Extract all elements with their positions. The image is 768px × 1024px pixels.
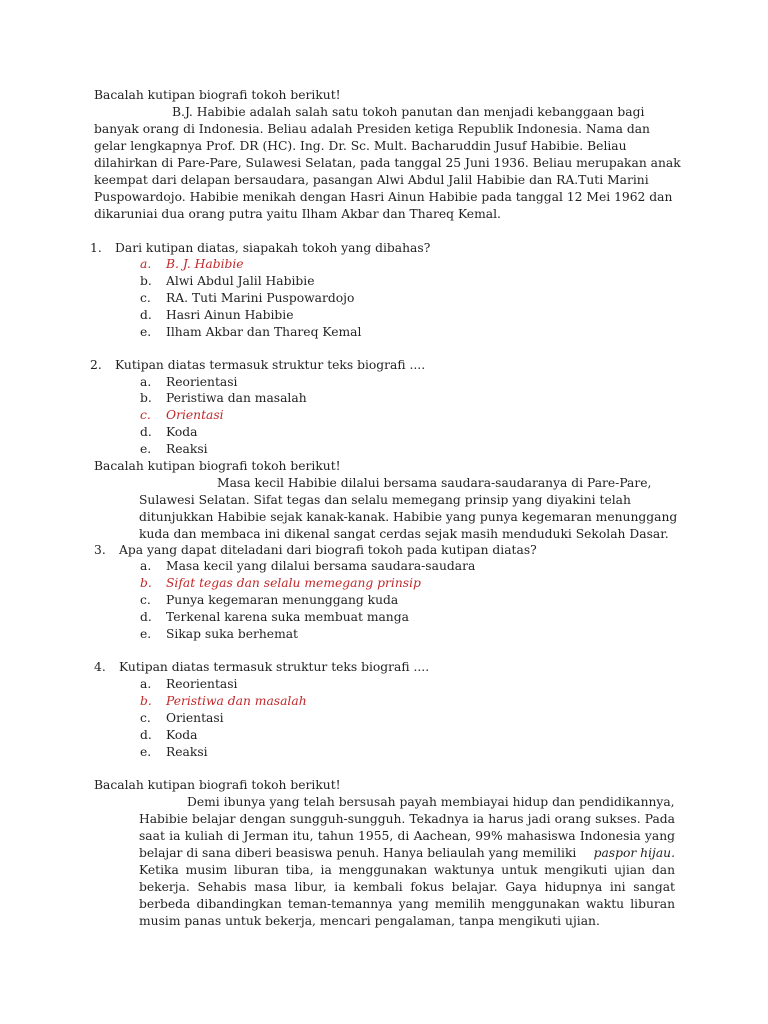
option-text: Sikap suka berhemat (166, 627, 298, 641)
option-text: RA. Tuti Marini Puspowardojo (166, 291, 355, 305)
option-answer: Peristiwa dan masalah (166, 694, 307, 708)
intro2-line: kuda dan membaca ini dikenal sangat cerdas sejak masih menduduki Sekolah Dasar. (139, 527, 669, 541)
option-letter: b. (140, 576, 152, 590)
option-letter: d. (140, 728, 152, 742)
question-number: 1. (90, 241, 102, 255)
intro3-line-with-term (139, 845, 675, 862)
option-letter: a. (140, 257, 152, 271)
intro3-italic-term: paspor hijau. (593, 846, 675, 860)
option-letter: b. (140, 274, 152, 288)
option-text: Reorientasi (166, 677, 238, 691)
option-answer: Orientasi (166, 408, 224, 422)
intro3-line: Ketika musim liburan tiba, ia menggunakan waktunya untuk mengikuti ujian dan (139, 863, 675, 877)
option-text: Hasri Ainun Habibie (166, 308, 294, 322)
option-letter: d. (140, 308, 152, 322)
intro2-line: ditunjukkan Habibie sejak kanak-kanak. Habibie yang punya kegemaran menunggang (139, 510, 678, 524)
intro3-line: belajar di sana diberi beasiswa penuh. Hanya beliaulah yang memiliki (139, 846, 577, 860)
intro1-line: keempat dari delapan bersaudara, pasangan Alwi Abdul Jalil Habibie dan RA.Tuti Marini (94, 173, 649, 187)
option-text: Reorientasi (166, 375, 238, 389)
question-text: Dari kutipan diatas, siapakah tokoh yang dibahas? (115, 241, 431, 255)
option-letter: e. (140, 325, 152, 339)
intro3-line: bekerja. Sehabis masa libur, ia kembali fokus belajar. Gaya hidupnya ini sangat (139, 880, 675, 894)
intro2-heading: Bacalah kutipan biografi tokoh berikut! (94, 459, 341, 473)
intro1-line: dilahirkan di Pare-Pare, Sulawesi Selatan, pada tanggal 25 Juni 1936. Beliau merupakan anak (94, 156, 681, 170)
option-text: Alwi Abdul Jalil Habibie (166, 274, 315, 288)
intro2-line: Sulawesi Selatan. Sifat tegas dan selalu memegang prinsip yang diyakini telah (139, 493, 631, 507)
intro2-line: Masa kecil Habibie dilalui bersama saudara-saudaranya di Pare-Pare, (217, 476, 652, 490)
intro1-line: dikaruniai dua orang putra yaitu Ilham Akbar dan Thareq Kemal. (94, 207, 501, 221)
question-text: Kutipan diatas termasuk struktur teks biografi .... (115, 358, 426, 372)
option-answer: Sifat tegas dan selalu memegang prinsip (166, 576, 421, 590)
option-letter: c. (140, 408, 151, 422)
question-number: 3. (94, 543, 106, 557)
option-answer: B. J. Habibie (166, 257, 244, 271)
question-number: 2. (90, 358, 102, 372)
intro1-line: B.J. Habibie adalah salah satu tokoh panutan dan menjadi kebanggaan bagi (172, 105, 645, 119)
intro1-line: gelar lengkapnya Prof. DR (HC). Ing. Dr. Sc. Mult. Bacharuddin Jusuf Habibie. Beliau (94, 139, 627, 153)
option-text: Ilham Akbar dan Thareq Kemal (166, 325, 362, 339)
intro1-line: banyak orang di Indonesia. Beliau adalah Presiden ketiga Republik Indonesia. Nama dan (94, 122, 650, 136)
question-text: Kutipan diatas termasuk struktur teks biografi .... (119, 660, 430, 674)
option-text: Koda (166, 728, 198, 742)
option-letter: e. (140, 442, 152, 456)
intro1-heading: Bacalah kutipan biografi tokoh berikut! (94, 88, 341, 102)
option-letter: e. (140, 745, 152, 759)
option-letter: d. (140, 425, 152, 439)
question-number: 4. (94, 660, 106, 674)
option-letter: c. (140, 593, 151, 607)
intro3-line: musim panas untuk bekerja, mencari pengalaman, tanpa mengikuti ujian. (139, 914, 600, 928)
option-letter: d. (140, 610, 152, 624)
intro3-paragraph (139, 811, 675, 930)
intro3-line: Habibie belajar dengan sungguh-sungguh. Tekadnya ia harus jadi orang sukses. Pada (139, 812, 675, 826)
intro1-line: Puspowardojo. Habibie menikah dengan Hasri Ainun Habibie pada tanggal 12 Mei 1962 dan (94, 190, 673, 204)
option-letter: a. (140, 559, 152, 573)
option-letter: a. (140, 677, 152, 691)
intro3-line: Demi ibunya yang telah bersusah payah membiayai hidup dan pendidikannya, (187, 795, 675, 809)
intro3-line: saat ia kuliah di Jerman itu, tahun 1955, di Aachean, 99% mahasiswa Indonesia yang (139, 829, 675, 843)
question-text: Apa yang dapat diteladani dari biografi tokoh pada kutipan diatas? (119, 543, 537, 557)
option-text: Reaksi (166, 442, 208, 456)
option-text: Koda (166, 425, 198, 439)
option-text: Punya kegemaran menunggang kuda (166, 593, 399, 607)
option-text: Reaksi (166, 745, 208, 759)
option-letter: b. (140, 391, 152, 405)
option-letter: b. (140, 694, 152, 708)
option-text: Masa kecil yang dilalui bersama saudara-saudara (166, 559, 476, 573)
intro3-heading: Bacalah kutipan biografi tokoh berikut! (94, 778, 341, 792)
option-letter: a. (140, 375, 152, 389)
option-text: Peristiwa dan masalah (166, 391, 307, 405)
option-text: Terkenal karena suka membuat manga (166, 610, 409, 624)
option-letter: c. (140, 291, 151, 305)
intro3-line: berbeda dibandingkan teman-temannya yang memilih menggunakan waktu liburan (139, 897, 675, 911)
option-letter: e. (140, 627, 152, 641)
option-text: Orientasi (166, 711, 224, 725)
option-letter: c. (140, 711, 151, 725)
